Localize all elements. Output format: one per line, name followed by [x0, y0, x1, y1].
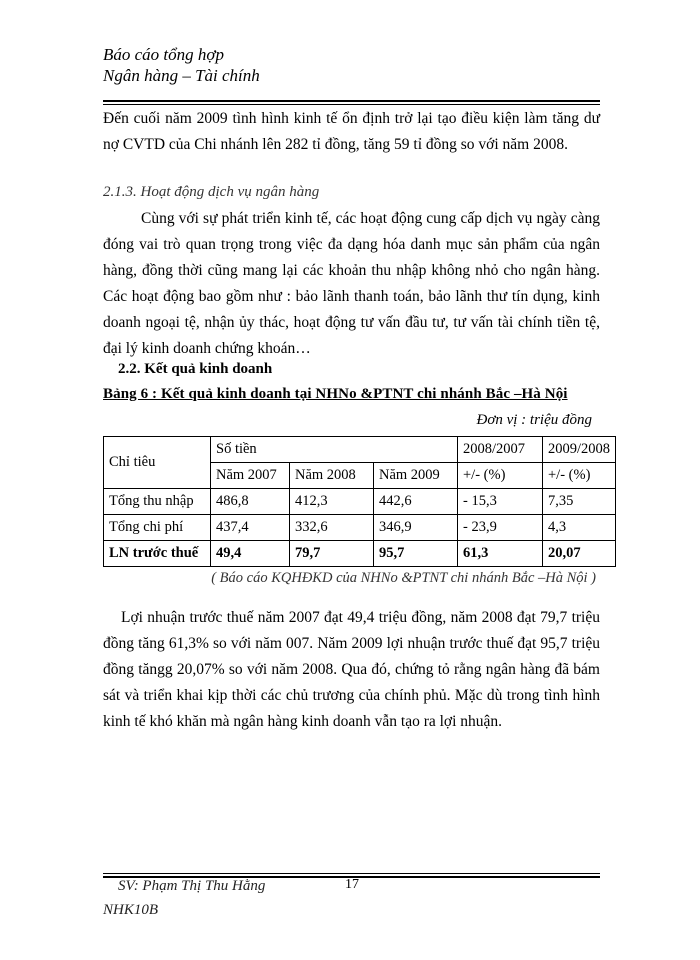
header-2009-2008: 2009/2008 [543, 437, 616, 463]
table-header-row [104, 437, 616, 463]
table-title: Bảng 6 : Kết quả kinh doanh tại NHNo &PTNT chi nhánh Bắc –Hà Nội [103, 386, 568, 402]
cell: 49,4 [211, 541, 290, 567]
cell: 95,7 [374, 541, 458, 567]
header-pct-2: +/- (%) [543, 463, 616, 489]
cell: 79,7 [290, 541, 374, 567]
header-sotien: Số tiền [211, 437, 458, 463]
cell: 4,3 [543, 515, 616, 541]
paragraph-services-text: Cùng với sự phát triển kinh tế, các hoạt động cung cấp dịch vụ ngày càng đóng vai trò quan trọng trong việc đa dạng hóa danh mục sản phẩm của ngân hàng, đồng thời cũng mang lại các khoản thu nhập không nhỏ cho ngân hàng. Các hoạt động bao gồm như : bảo lãnh thanh toán, bảo lãnh thư tín dụng, kinh doanh ngoại tệ, nhận ủy thác, hoạt động tư vấn đầu tư, tư vấn tài chính tiền tệ, đại lý kinh doanh chứng khoán… [103, 210, 600, 357]
table-row [104, 541, 616, 567]
header-chitieu: Chỉ tiêu [104, 437, 211, 489]
cell: 61,3 [458, 541, 543, 567]
section-heading-services: 2.1.3. Hoạt động dịch vụ ngân hàng [103, 184, 320, 200]
header-nam-2008: Năm 2008 [290, 463, 374, 489]
cell: - 15,3 [458, 489, 543, 515]
table-unit: Đơn vị : triệu đồng [476, 412, 592, 428]
table-row [104, 489, 616, 515]
cell: 442,6 [374, 489, 458, 515]
header-nam-2009: Năm 2009 [374, 463, 458, 489]
header-rule [103, 100, 600, 105]
results-table [103, 436, 616, 567]
footer-class: NHK10B [103, 902, 159, 918]
cell: 486,8 [211, 489, 290, 515]
cell: - 23,9 [458, 515, 543, 541]
page-number: 17 [345, 877, 359, 892]
cell: 332,6 [290, 515, 374, 541]
header-subtitle: Ngân hàng – Tài chính [103, 66, 260, 85]
row-label: Tổng chi phí [104, 515, 211, 541]
cell: 7,35 [543, 489, 616, 515]
row-label: LN trước thuế [104, 541, 211, 567]
cell: 437,4 [211, 515, 290, 541]
header-2008-2007: 2008/2007 [458, 437, 543, 463]
footer-student: SV: Phạm Thị Thu Hằng [118, 878, 266, 894]
section-heading-results: 2.2. Kết quả kinh doanh [118, 361, 273, 377]
cell: 412,3 [290, 489, 374, 515]
row-label: Tổng thu nhập [104, 489, 211, 515]
cell: 20,07 [543, 541, 616, 567]
cell: 346,9 [374, 515, 458, 541]
paragraph-profit-text: Lợi nhuận trước thuế năm 2007 đạt 49,4 triệu đồng, năm 2008 đạt 79,7 triệu đồng tăng 61,3% so với năm 007. Năm 2009 lợi nhuận trước thuế đạt 95,7 triệu đồng tăngg 20,07% so với năm 2008. Qua đó, chứng tỏ rằng ngân hàng đã bám sát và triển khai kịp thời các chủ trương của chính phủ. Mặc dù trong tình hình kinh tế khó khăn mà ngân hàng kinh doanh vẫn tạo ra lợi nhuận. [103, 609, 600, 730]
paragraph-services [103, 206, 600, 362]
table-row [104, 515, 616, 541]
paragraph-credit-growth: Đến cuối năm 2009 tình hình kinh tế ổn định trở lại tạo điều kiện làm tăng dư nợ CVTD của Chi nhánh lên 282 tỉ đồng, tăng 59 tỉ đồng so với năm 2008. [103, 110, 600, 153]
header-pct-1: +/- (%) [458, 463, 543, 489]
header-title: Báo cáo tổng hợp [103, 45, 224, 64]
header-nam-2007: Năm 2007 [211, 463, 290, 489]
paragraph-profit [103, 605, 600, 735]
table-source: ( Báo cáo KQHĐKD của NHNo &PTNT chi nhánh Bắc –Hà Nội ) [211, 570, 596, 586]
